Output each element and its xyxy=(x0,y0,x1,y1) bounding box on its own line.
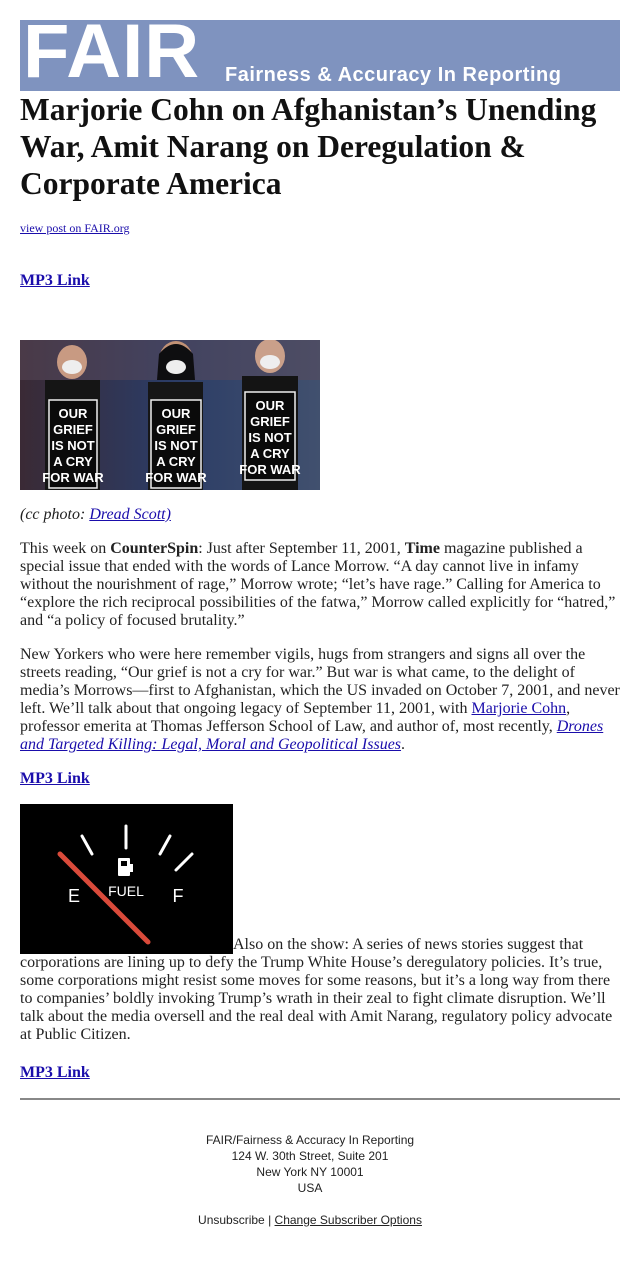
footer-divider xyxy=(20,1098,620,1100)
svg-text:A CRY: A CRY xyxy=(156,454,196,469)
svg-text:OUR: OUR xyxy=(161,406,191,421)
p2-text-2: , professor emerita at Thomas Jefferson School of Law, and author of, most recently, xyxy=(20,700,571,735)
footer-links xyxy=(20,1212,600,1228)
gauge-empty-label: E xyxy=(67,886,81,906)
p2-text-1: New Yorkers who were here remember vigils, hugs from strangers and signs all over the streets reading, “Our grief is not a cry for war.” But war is what came, to the delight of media’s Morrows—first to Afghanistan, which the US invaded on October 7, 2001, and never left. We’ll talk about that ongoing legacy of September 11, 2001, with xyxy=(20,646,620,717)
unsubscribe-link[interactable]: Unsubscribe xyxy=(198,1213,265,1227)
marjorie-cohn-link[interactable]: Marjorie Cohn xyxy=(471,700,567,717)
view-post-link[interactable]: view post on FAIR.org xyxy=(20,221,130,235)
paragraph-2 xyxy=(20,646,620,754)
footer-address-2: New York NY 10001 xyxy=(256,1165,364,1179)
footer xyxy=(20,1132,600,1228)
protest-photo xyxy=(20,340,320,490)
svg-text:FOR WAR: FOR WAR xyxy=(145,470,207,485)
time-magazine-name: Time xyxy=(404,540,440,557)
mp3-link-1[interactable]: MP3 Link xyxy=(20,272,90,289)
change-subscriber-options-link[interactable]: Change Subscriber Options xyxy=(274,1213,422,1227)
mp3-link-3[interactable]: MP3 Link xyxy=(20,1064,90,1081)
paragraph-1 xyxy=(20,540,620,630)
p1-text-2: : Just after September 11, 2001, xyxy=(198,540,405,557)
email-body xyxy=(20,20,620,1227)
article-title: Marjorie Cohn on Afghanistan’s Unending War, Amit Narang on Deregulation & Corporate America xyxy=(20,92,597,201)
p2-text-3: . xyxy=(401,736,406,753)
footer-address-1: 124 W. 30th Street, Suite 201 xyxy=(231,1149,389,1163)
fuel-gauge-image xyxy=(20,804,233,954)
protest-photo-graphic xyxy=(20,340,320,490)
mp3-link-2[interactable]: MP3 Link xyxy=(20,770,90,787)
drones-book-link[interactable]: Drones and Targeted Killing: Legal, Moral and Geopolitical Issues xyxy=(20,718,604,753)
fuel-gauge-graphic xyxy=(20,804,233,954)
caption-prefix: (cc photo: xyxy=(20,506,90,523)
footer-separator: | xyxy=(264,1213,275,1227)
svg-text:A CRY: A CRY xyxy=(53,454,93,469)
fair-logo: FAIR xyxy=(23,20,201,91)
p1-text-3: magazine published a special issue that ended with the words of Lance Morrow. “A day cannot live in infamy without the nourishment of rage,” Morrow wrote; “let’s have rage.” Calling for America to “explore the rich reciprocal possibilities of the fatwa,” Morrow called explicitly for “hatred,” and “a policy of focused brutality.” xyxy=(20,540,616,629)
gauge-fuel-label: FUEL xyxy=(108,883,144,899)
counterspin-name: CounterSpin xyxy=(110,540,199,557)
svg-text:IS NOT: IS NOT xyxy=(154,438,198,453)
photo-caption xyxy=(20,506,620,524)
gauge-full-label: F xyxy=(172,886,184,906)
svg-text:OUR: OUR xyxy=(255,398,285,413)
paragraph-3 xyxy=(20,804,620,1044)
svg-text:GRIEF: GRIEF xyxy=(250,414,290,429)
svg-text:IS NOT: IS NOT xyxy=(51,438,95,453)
svg-text:OUR: OUR xyxy=(58,406,88,421)
svg-text:GRIEF: GRIEF xyxy=(53,422,93,437)
svg-text:A CRY: A CRY xyxy=(250,446,290,461)
svg-text:GRIEF: GRIEF xyxy=(156,422,196,437)
p1-text-1: This week on xyxy=(20,540,111,557)
fair-tagline: Fairness & Accuracy In Reporting xyxy=(225,64,562,86)
p3-text: Also on the show: A series of news stories suggest that corporations are lining up to defy the Trump White House’s deregulatory policies. It’s true, some corporations might resist some moves for some reasons, but it’s a long way from there to companies’ boldly invoking Trump’s wrath in their zeal to fight climate disruption. We’ll talk about the media oversell and the real deal with Amit Narang, regulatory policy advocate at Public Citizen. xyxy=(20,936,613,1043)
footer-org: FAIR/Fairness & Accuracy In Reporting xyxy=(205,1133,415,1147)
svg-text:FOR WAR: FOR WAR xyxy=(42,470,104,485)
fair-banner xyxy=(20,20,620,91)
svg-text:FOR WAR: FOR WAR xyxy=(239,462,301,477)
dread-scott-link[interactable]: Dread Scott) xyxy=(89,506,171,523)
svg-text:IS NOT: IS NOT xyxy=(248,430,292,445)
footer-country: USA xyxy=(297,1181,323,1195)
